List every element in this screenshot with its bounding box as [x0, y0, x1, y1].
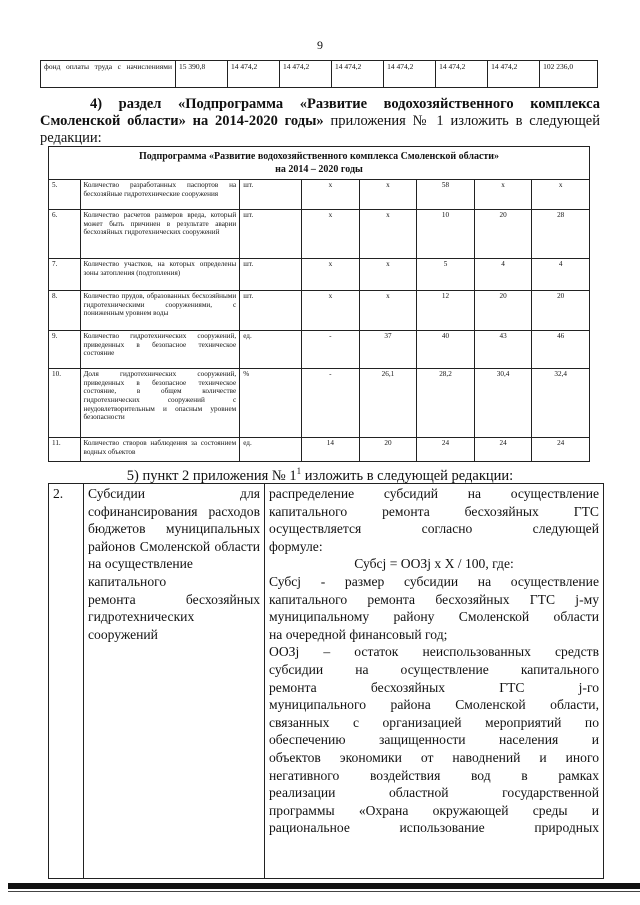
amendment-table: [48, 483, 604, 879]
paragraph-5: [40, 466, 600, 485]
paragraph-4-line-3: редакции:: [40, 130, 102, 146]
subprogram-table: [48, 146, 590, 462]
table-row: [49, 484, 604, 879]
value-cell: 43: [474, 331, 532, 369]
value-cell: 14 474,2: [332, 61, 384, 88]
value-cell: 24: [474, 438, 532, 462]
value-cell: х: [532, 180, 590, 210]
table-row: [49, 331, 590, 369]
value-cell: -: [302, 331, 360, 369]
scan-bottom-line: [8, 891, 640, 892]
table-row: [49, 210, 590, 259]
text-line: на осуществление капитального: [88, 556, 193, 589]
value-cell: 30,4: [474, 369, 532, 438]
text-line: на очередной финансовый год;: [269, 626, 448, 642]
text-line: обеспечению защищенности населения и: [269, 732, 599, 748]
indicator-name: Количество створов наблюдения за состоянием водных объектов: [80, 438, 240, 462]
indicator-name: Количество расчетов размеров вреда, который может быть причинен в результате аварии бесхозяйных гидротехнических сооружений: [80, 210, 240, 259]
table-row: [49, 259, 590, 291]
value-cell: х: [359, 210, 417, 259]
unit: ед.: [240, 438, 302, 462]
value-cell: 12: [417, 291, 475, 331]
paragraph-4-line-2: [40, 113, 600, 130]
value-cell: х: [302, 180, 360, 210]
text-line: осуществляется согласно следующей: [269, 521, 599, 537]
unit: шт.: [240, 210, 302, 259]
text-line: муниципального района Смоленской области,: [269, 697, 599, 713]
value-cell: 40: [417, 331, 475, 369]
item-title: [84, 484, 265, 879]
paragraph-4-line-2-rest: приложения № 1 изложить в следующей: [323, 113, 600, 129]
table-row: [49, 291, 590, 331]
unit: шт.: [240, 180, 302, 210]
unit: %: [240, 369, 302, 438]
item-number: 2.: [49, 484, 84, 879]
text-line: распределение субсидий на осуществление: [269, 486, 599, 501]
row-label: фонд оплаты труда с начислениями: [41, 61, 176, 88]
unit: шт.: [240, 291, 302, 331]
text-line: негативного воздействия вод в рамках: [269, 767, 599, 783]
section-name: Смоленской области» на 2014-2020 годы»: [40, 113, 324, 129]
value-cell: х: [302, 291, 360, 331]
text-line: рациональное использование природных: [269, 820, 599, 836]
value-cell: 24: [532, 438, 590, 462]
text-line: капитального ремонта бесхозяйных ГТС j-му: [269, 591, 599, 607]
value-cell: 58: [417, 180, 475, 210]
subprogram-title-row: [49, 147, 590, 180]
formula: Субсj = ООЗj х Х / 100, где:: [354, 556, 514, 572]
indicator-name: Количество гидротехнических сооружений, приведенных в безопасное техническое состояние: [80, 331, 240, 369]
value-cell: 14: [302, 438, 360, 462]
text-line: гидротехнических сооружений: [88, 609, 195, 642]
text-line: Субсj - размер субсидии на осуществление: [269, 573, 599, 589]
value-cell: 28,2: [417, 369, 475, 438]
paragraph-4-line-1: 4) раздел «Подпрограмма «Развитие водохозяйственного комплекса: [90, 96, 600, 112]
paragraph-4: [40, 96, 600, 147]
value-cell: х: [474, 180, 532, 210]
paragraph-5-text-rest: изложить в следующей редакции:: [301, 467, 514, 484]
unit: шт.: [240, 259, 302, 291]
value-cell: 37: [359, 331, 417, 369]
value-cell: 20: [532, 291, 590, 331]
value-cell: 14 474,2: [228, 61, 280, 88]
value-cell: 20: [474, 291, 532, 331]
value-cell: х: [302, 210, 360, 259]
text-line: субсидии на осуществление капитального: [269, 661, 599, 677]
row-number: 9.: [49, 331, 81, 369]
row-number: 6.: [49, 210, 81, 259]
row-number: 5.: [49, 180, 81, 210]
value-cell: 20: [474, 210, 532, 259]
indicator-name: Количество участков, на которых определены зоны затопления (подтопления): [80, 259, 240, 291]
text-line: реализации областной государственной: [269, 785, 599, 801]
row-number: 10.: [49, 369, 81, 438]
subprogram-title-line-1: Подпрограмма «Развитие водохозяйственного комплекса Смоленской области»: [138, 151, 500, 162]
top-continuation-table: [40, 60, 598, 88]
value-cell: 24: [417, 438, 475, 462]
table-row: [49, 180, 590, 210]
value-cell: х: [359, 180, 417, 210]
value-cell: 46: [532, 331, 590, 369]
text-line: объектов экономики от наводнений и иного: [269, 749, 599, 765]
text-line: формуле:: [269, 538, 323, 554]
text-line: капитального ремонта бесхозяйных ГТС: [269, 503, 599, 519]
table-row: [49, 369, 590, 438]
text-line: программы «Охрана окружающей среды и: [269, 802, 599, 818]
item-description: [265, 484, 604, 879]
value-cell: 14 474,2: [280, 61, 332, 88]
text-line: софинансирования расходов: [88, 503, 260, 519]
table-row: [41, 61, 598, 88]
text-line: ремонта бесхозяйных ГТС j-го: [269, 679, 599, 695]
text-line: бюджетов муниципальных: [88, 521, 260, 537]
text-line: ремонта бесхозяйных: [88, 591, 260, 607]
page-number: 9: [317, 38, 323, 52]
text-line: муниципальному району Смоленской области: [269, 609, 599, 625]
table-row: [49, 438, 590, 462]
indicator-name: Количество прудов, образованных бесхозяйными гидротехническими сооружениями, с пониженным уровнем воды: [80, 291, 240, 331]
text-line: ООЗj – остаток неиспользованных средств: [269, 644, 599, 660]
text-line: связанных с организацией мероприятий по: [269, 714, 599, 730]
value-cell: х: [302, 259, 360, 291]
row-number: 8.: [49, 291, 81, 331]
row-number: 7.: [49, 259, 81, 291]
value-cell: 14 474,2: [488, 61, 540, 88]
value-cell: 10: [417, 210, 475, 259]
value-cell: 20: [359, 438, 417, 462]
indicator-name: Количество разработанных паспортов на бесхозяйные гидротехнические сооружения: [80, 180, 240, 210]
scan-bottom-bar: [8, 883, 640, 889]
value-cell: 14 474,2: [384, 61, 436, 88]
subprogram-title: [49, 147, 590, 180]
value-cell: 26,1: [359, 369, 417, 438]
value-cell: 5: [417, 259, 475, 291]
indicator-name: Доля гидротехнических сооружений, приведенных в безопасное техническое состояние, в общем количестве гидротехнических сооружений с неудовлетворительным и опасным уровнем безопасности: [80, 369, 240, 438]
value-cell: 14 474,2: [436, 61, 488, 88]
value-cell: х: [359, 259, 417, 291]
text-line: Субсидии для: [88, 486, 260, 501]
paragraph-5-text: 5) пункт 2 приложения № 1: [126, 467, 297, 484]
value-cell: 102 236,0: [540, 61, 598, 88]
value-cell: -: [302, 369, 360, 438]
superscript: 1: [296, 466, 302, 476]
unit: ед.: [240, 331, 302, 369]
subprogram-title-line-2: на 2014 – 2020 годы: [275, 164, 363, 175]
value-cell: х: [359, 291, 417, 331]
row-number: 11.: [49, 438, 81, 462]
value-cell: 28: [532, 210, 590, 259]
value-cell: 15 390,8: [176, 61, 228, 88]
value-cell: 4: [474, 259, 532, 291]
value-cell: 4: [532, 259, 590, 291]
text-line: районов Смоленской области: [88, 538, 260, 554]
value-cell: 32,4: [532, 369, 590, 438]
